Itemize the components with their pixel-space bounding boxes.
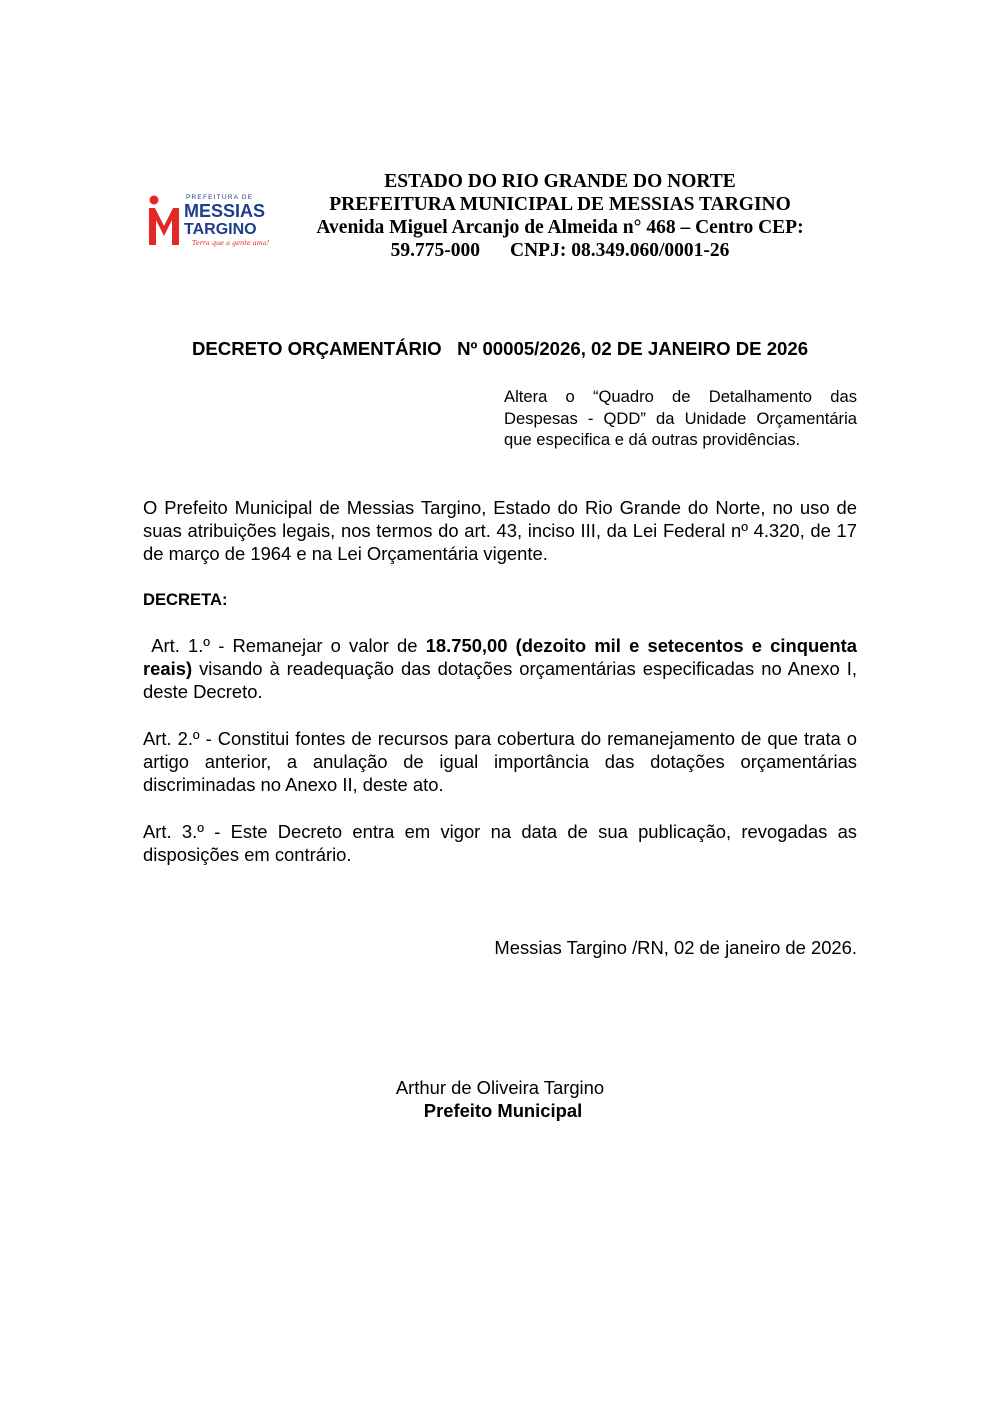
- header-address: Avenida Miguel Arcanjo de Almeida n° 468 – Centro CEP:: [316, 217, 804, 238]
- logo-tagline: Terra que a gente ama!: [192, 239, 270, 247]
- article-1-suffix: visando à readequação das dotações orçamentárias especificadas no Anexo I, deste Decreto.: [143, 658, 857, 703]
- article-2: Art. 2.º - Constitui fontes de recursos para cobertura do remanejamento de que trata o artigo anterior, a anulação de igual importância das dotações orçamentárias discriminadas no Anexo II, deste ato.: [143, 728, 857, 796]
- decree-preamble: O Prefeito Municipal de Messias Targino, Estado do Rio Grande do Norte, no uso de suas atribuições legais, nos termos do art. 43, inciso III, da Lei Federal nº 4.320, de 17 de março de 1964 e na Lei Orçamentária vigente.: [143, 497, 857, 565]
- article-3: Art. 3.º - Este Decreto entra em vigor na data de sua publicação, revogadas as disposições em contrário.: [143, 821, 857, 866]
- logo-line2: TARGINO: [184, 221, 257, 238]
- place-date: Messias Targino /RN, 02 de janeiro de 2026.: [494, 937, 857, 958]
- signatory-role: Prefeito Municipal: [423, 1100, 583, 1121]
- header-cnpj: CNPJ: 08.349.060/0001-26: [510, 240, 730, 261]
- logo-prefix: PREFEITURA DE: [186, 194, 254, 201]
- header-prefecture: PREFEITURA MUNICIPAL DE MESSIAS TARGINO: [329, 194, 791, 215]
- article-1-amount: 18.750,00 (dezoito mil e setecentos e cinquenta reais): [143, 635, 857, 680]
- article-1-prefix: Art. 1.º - Remanejar o valor de: [151, 635, 426, 656]
- header-cep: 59.775-000: [390, 240, 480, 261]
- decreta-heading: DECRETA:: [143, 590, 228, 609]
- decree-title: DECRETO ORÇAMENTÁRIO Nº 00005/2026, 02 DE JANEIRO DE 2026: [191, 338, 809, 359]
- prefeitura-logo: [146, 190, 286, 252]
- logo-line1: MESSIAS: [184, 201, 266, 221]
- article-1: [143, 634, 857, 704]
- header-cep-line: [300, 239, 820, 262]
- document-header: [300, 170, 820, 262]
- signatory-name: Arthur de Oliveira Targino: [395, 1077, 605, 1098]
- decree-ementa: Altera o “Quadro de Detalhamento das Despesas - QDD” da Unidade Orçamentária que especifica e dá outras providências.: [504, 387, 857, 450]
- header-state: ESTADO DO RIO GRANDE DO NORTE: [384, 171, 736, 192]
